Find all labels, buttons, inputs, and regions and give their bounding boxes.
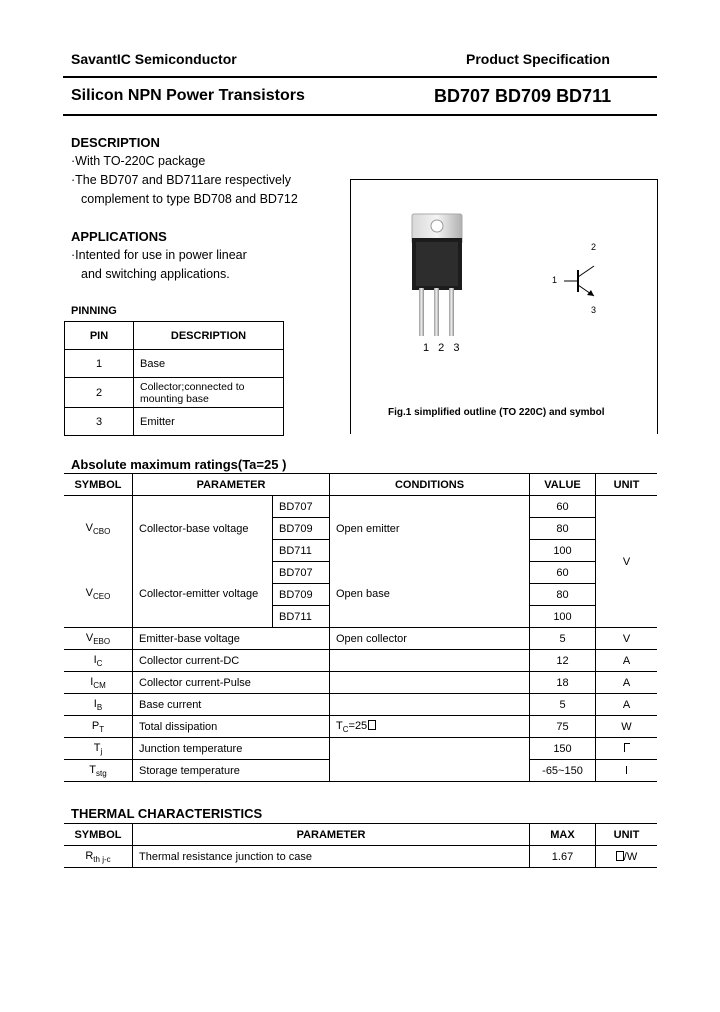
table-row [64,650,657,672]
value-cell: -65~150 [530,760,596,782]
parameter-cell: Base current [133,694,330,716]
symbol-header: SYMBOL [64,824,133,846]
absolute-max-ratings-table [64,473,657,782]
unit-cell: V [596,628,658,650]
value-cell: 75 [530,716,596,738]
value-cell: 5 [530,694,596,716]
value-cell: 80 [530,518,596,540]
npn-transistor-symbol-icon [560,258,610,308]
pin-header: PIN [65,322,134,350]
symbol-pin-3-label: 3 [591,305,597,315]
value-cell: 150 [530,738,596,760]
condition-cell [330,738,530,782]
condition-cell [330,672,530,694]
unit-cell: /W [596,846,658,868]
parameter-cell: Collector current-Pulse [133,672,330,694]
part-cell: BD707 [273,562,330,584]
symbol-cell: $T_{stg}$ [64,760,133,782]
company-name: SavantIC Semiconductor [71,51,237,67]
table-row [65,408,284,436]
value-cell: 60 [530,562,596,584]
pin-number: 2 [65,378,134,408]
package-pin-labels: 1 2 3 [423,342,463,354]
conditions-header: CONDITIONS [330,474,530,496]
condition-cell: Open base [330,562,530,628]
max-cell: 1.67 [530,846,596,868]
document-type: Product Specification [466,51,610,67]
symbol-cell: $I_B$ [64,694,133,716]
pin-description: Emitter [134,408,284,436]
pin-number: 1 [65,350,134,378]
part-cell: BD711 [273,540,330,562]
symbol-pin-1-label: 1 [552,275,558,285]
condition-cell [330,650,530,672]
unit-cell: W [596,716,658,738]
description-line-3: complement to type BD708 and BD712 [81,192,298,206]
parameter-cell: Thermal resistance junction to case [133,846,530,868]
parameter-header: PARAMETER [133,824,530,846]
pin-number: 3 [65,408,134,436]
parameter-cell: Emitter-base voltage [133,628,330,650]
unit-header: UNIT [596,824,658,846]
to220-package-image [400,212,480,342]
title-rule [63,114,657,116]
value-header: VALUE [530,474,596,496]
parameter-header: PARAMETER [133,474,330,496]
degree-symbol-icon [626,766,627,774]
pin-description: Base [134,350,284,378]
symbol-cell: $R_{th j-c}$ [64,846,133,868]
unit-cell: A [596,650,658,672]
figure-box [350,179,658,434]
thermal-characteristics-table [64,823,657,868]
part-numbers: BD707 BD709 BD711 [434,86,612,106]
table-row [64,846,657,868]
parameter-cell: Storage temperature [133,760,330,782]
condition-cell: Open collector [330,628,530,650]
symbol-cell: $V_{EBO}$ [64,628,133,650]
pin-desc-header: DESCRIPTION [134,322,284,350]
part-cell: BD707 [273,496,330,518]
table-row [64,496,657,518]
part-cell: BD709 [273,518,330,540]
description-title: DESCRIPTION [71,135,160,150]
applications-title: APPLICATIONS [71,229,167,244]
thermal-title: THERMAL CHARACTERISTICS [71,806,263,821]
header-rule [63,76,657,78]
applications-line-2: and switching applications. [81,267,230,281]
value-cell: 100 [530,606,596,628]
description-line-2: ·The BD707 and BD711are respectively [71,173,292,187]
pinning-table [64,321,284,436]
value-cell: 5 [530,628,596,650]
description-line-1: ·With TO-220C package [71,154,206,168]
max-header: MAX [530,824,596,846]
symbol-cell: $I_{CM}$ [64,672,133,694]
unit-header: UNIT [596,474,658,496]
unit-cell: A [596,694,658,716]
pinning-title: PINNING [71,305,117,317]
condition-cell: Open emitter [330,496,530,562]
table-row [64,694,657,716]
symbol-cell: $V_{CEO}$ [64,562,133,628]
table-row [64,716,657,738]
unit-cell: A [596,672,658,694]
parameter-cell: Collector current-DC [133,650,330,672]
applications-line-1: ·Intented for use in power linear [71,248,247,262]
table-row [64,628,657,650]
unit-cell: V [596,496,658,628]
part-cell: BD709 [273,584,330,606]
parameter-cell: Collector-emitter voltage [133,562,273,628]
symbol-header: SYMBOL [64,474,133,496]
pin-description: Collector;connected to mounting base [134,378,284,408]
figure-caption: Fig.1 simplified outline (TO 220C) and symbol [388,407,605,418]
degree-celsius-icon [368,720,376,730]
symbol-cell: $I_C$ [64,650,133,672]
condition-cell [330,694,530,716]
parameter-cell: Junction temperature [133,738,330,760]
table-row [65,350,284,378]
product-title: Silicon NPN Power Transistors [71,87,305,104]
table-row [64,562,657,584]
table-row [64,738,657,760]
part-cell: BD711 [273,606,330,628]
parameter-cell: Total dissipation [133,716,330,738]
degree-celsius-icon [616,851,624,861]
unit-cell [596,760,658,782]
ratings-title: Absolute maximum ratings(Ta=25 ) [71,457,287,472]
degree-symbol-icon [624,743,630,752]
symbol-cell: $T_j$ [64,738,133,760]
unit-cell [596,738,658,760]
value-cell: 60 [530,496,596,518]
symbol-cell: $V_{CBO}$ [64,496,133,562]
condition-cell: $T_C=25$ [330,716,530,738]
symbol-pin-2-label: 2 [591,242,597,252]
value-cell: 18 [530,672,596,694]
table-row [64,672,657,694]
symbol-cell: $P_T$ [64,716,133,738]
table-row [65,378,284,408]
value-cell: 100 [530,540,596,562]
value-cell: 12 [530,650,596,672]
value-cell: 80 [530,584,596,606]
parameter-cell: Collector-base voltage [133,496,273,562]
